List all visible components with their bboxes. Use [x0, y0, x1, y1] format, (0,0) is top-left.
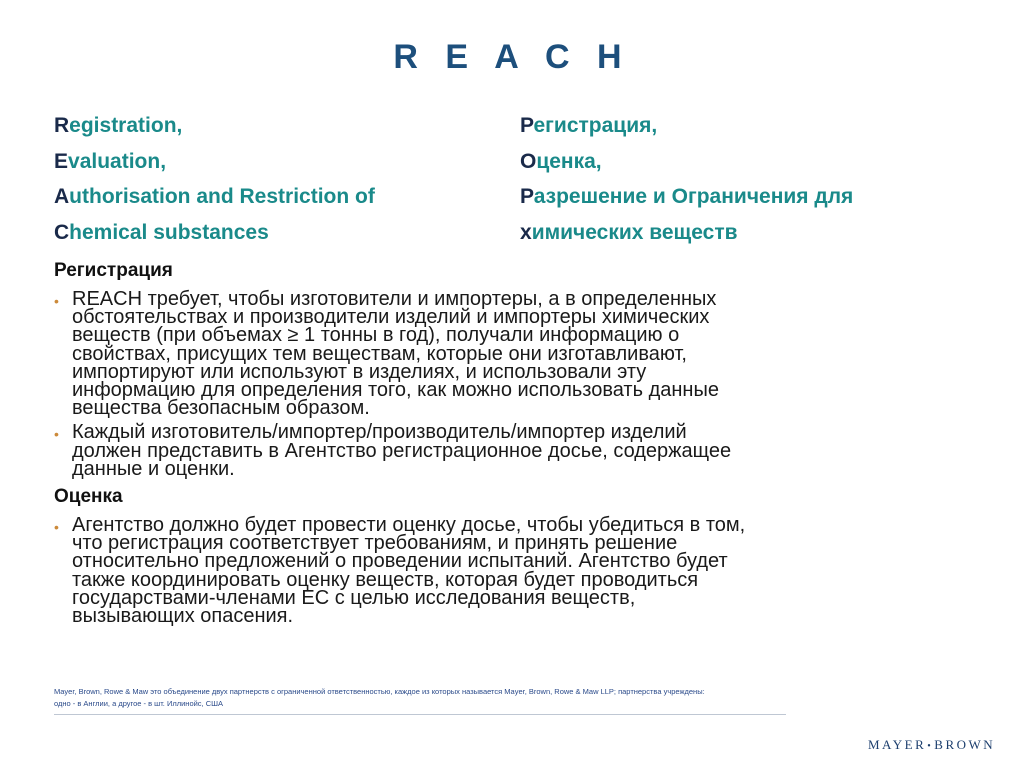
- acronym-line-registratsiya: Регистрация,: [520, 114, 658, 137]
- section-heading-registration: Регистрация: [54, 260, 173, 281]
- bullet-dot-icon: •: [54, 519, 59, 536]
- acronym-line-chemical: Chemical substances: [54, 220, 269, 244]
- bullet-dot-icon: •: [54, 293, 59, 309]
- acronym-english: [54, 108, 375, 250]
- footer-divider: [54, 714, 786, 715]
- acronym-line-razreshenie: Разрешение и Ограничения для: [520, 185, 854, 208]
- acronym-russian: [520, 108, 853, 250]
- acronym-line-otsenka: Оценка,: [520, 149, 602, 173]
- bullet-reach-requirements: • REACH требует, чтобы изготовители и импортеры, а в определенных обстоятельствах и производители изделий и импортеры химических веществ (при объемах ≥ 1 тонны в год), получали информацию о свойствах, присущих тем веществам, которые они изготавливают, импортируют или используют в изделиях, и использовали эту информацию для определения того, как можно использовать данные вещества безопасным образом.: [54, 288, 719, 420]
- mayer-brown-logo: MAYER•BROWN: [868, 737, 996, 752]
- slide-title: R E A C H: [393, 38, 631, 76]
- acronym-line-authorisation: Authorisation and Restriction of: [54, 185, 375, 208]
- slide-body: [54, 258, 954, 628]
- acronym-line-khimicheskikh: химических веществ: [520, 220, 738, 244]
- acronym-line-evaluation: Evaluation,: [54, 149, 167, 173]
- bullet-registration-dossier: • Каждый изготовитель/импортер/производитель/импортер изделий должен представить в Агентство регистрационное досье, содержащее данные и оценки.: [54, 421, 732, 480]
- footer-disclaimer: Mayer, Brown, Rowe & Maw это объединение двух партнерств с ограниченной ответственностью, каждое из которых называется Mayer, Brown, Rowe & Maw LLP; партнерства учреждены: одно - в Англии, а другое - в шт. Иллинойс, США: [54, 687, 705, 708]
- bullet-dot-icon: •: [54, 426, 59, 443]
- acronym-line-registration: Registration,: [54, 114, 183, 137]
- section-heading-evaluation: Оценка: [54, 486, 123, 508]
- bullet-agency-evaluation: • Агентство должно будет провести оценку досье, чтобы убедиться в том, что регистрация соответствует требованиям, и принять решение относительно предложений о проведении испытаний. Агентство будет также координировать оценку веществ, которая будет проводиться государствами-членами ЕС с целью исследования веществ, вызывающих опасения.: [54, 514, 746, 628]
